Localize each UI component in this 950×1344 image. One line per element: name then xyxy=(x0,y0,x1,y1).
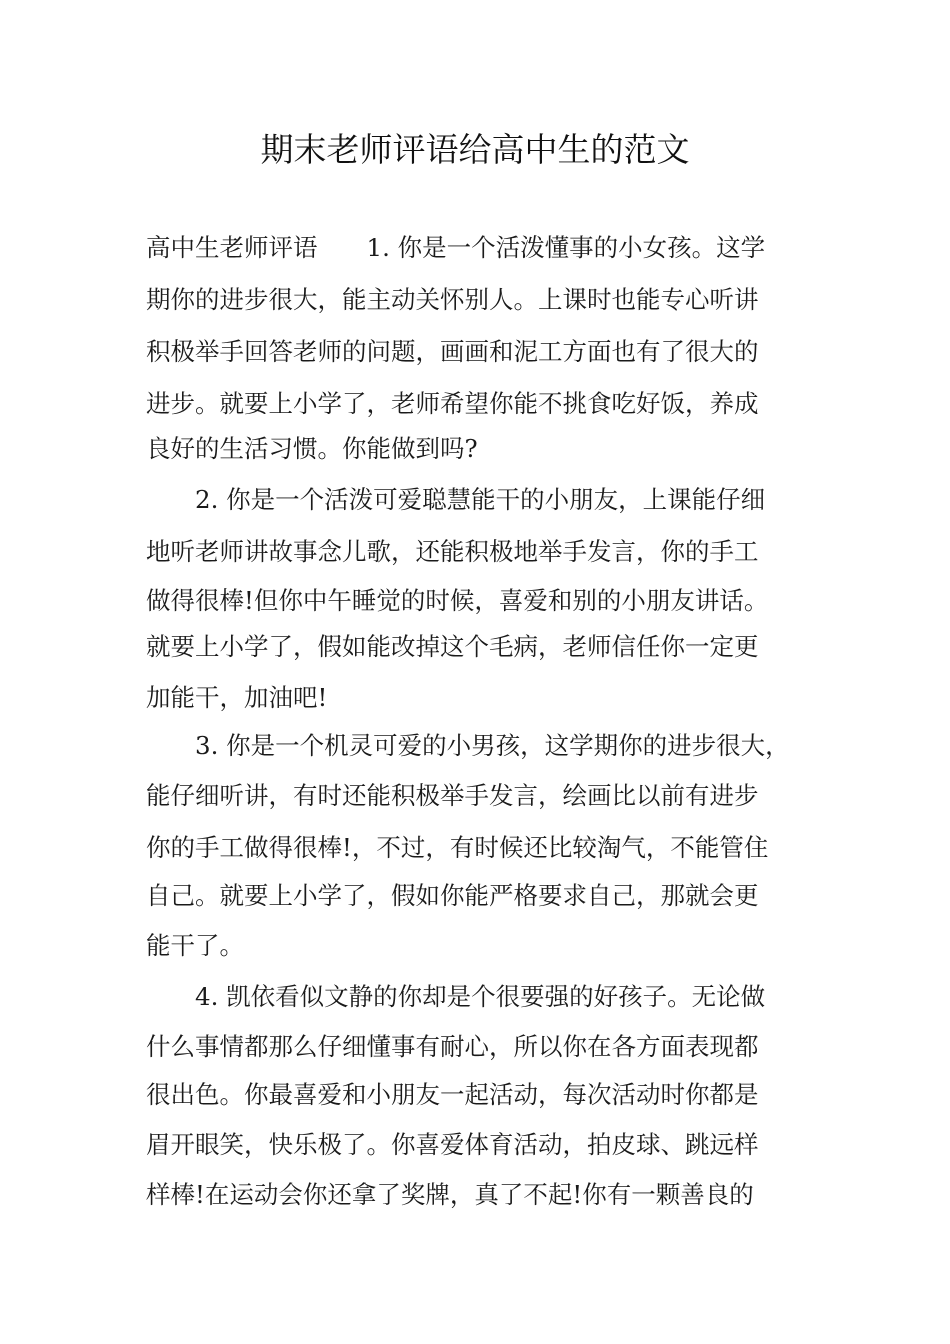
body-line: 能仔细听讲，有时还能积极举手发言，绘画比以前有进步 xyxy=(146,781,759,810)
body-line: 地听老师讲故事念儿歌，还能积极地举手发言，你的手工 xyxy=(146,537,759,566)
body-line: 做得很棒!但你中午睡觉的时候，喜爱和别的小朋友讲话。 xyxy=(146,586,769,615)
body-line: 加能干，加油吧! xyxy=(146,683,328,712)
body-line: 样棒!在运动会你还拿了奖牌，真了不起!你有一颗善良的 xyxy=(146,1180,754,1209)
body-line: 2. 你是一个活泼可爱聪慧能干的小朋友，上课能仔细 xyxy=(146,485,766,514)
document-title: 期末老师评语给高中生的范文 xyxy=(260,130,690,169)
body-line: 很出色。你最喜爱和小朋友一起活动，每次活动时你都是 xyxy=(146,1080,759,1109)
body-line: 3. 你是一个机灵可爱的小男孩，这学期你的进步很大， xyxy=(146,731,790,760)
body-line: 良好的生活习惯。你能做到吗? xyxy=(146,434,478,463)
body-line: 能干了。 xyxy=(146,931,244,960)
body-line: 4. 凯依看似文静的你却是个很要强的好孩子。无论做 xyxy=(146,982,766,1011)
body-line: 就要上小学了，假如能改掉这个毛病，老师信任你一定更 xyxy=(146,632,759,661)
body-line: 什么事情都那么仔细懂事有耐心，所以你在各方面表现都 xyxy=(146,1032,759,1061)
body-line: 你的手工做得很棒!，不过，有时候还比较淘气，不能管住 xyxy=(146,833,769,862)
body-line: 自己。就要上小学了，假如你能严格要求自己，那就会更 xyxy=(146,881,759,910)
body-line: 高中生老师评语 1. 你是一个活泼懂事的小女孩。这学 xyxy=(146,233,766,262)
body-line: 眉开眼笑，快乐极了。你喜爱体育活动，拍皮球、跳远样 xyxy=(146,1130,759,1159)
body-line: 进步。就要上小学了，老师希望你能不挑食吃好饭，养成 xyxy=(146,389,759,418)
body-line: 积极举手回答老师的问题，画画和泥工方面也有了很大的 xyxy=(146,337,759,366)
body-line: 期你的进步很大，能主动关怀别人。上课时也能专心听讲 xyxy=(146,285,759,314)
